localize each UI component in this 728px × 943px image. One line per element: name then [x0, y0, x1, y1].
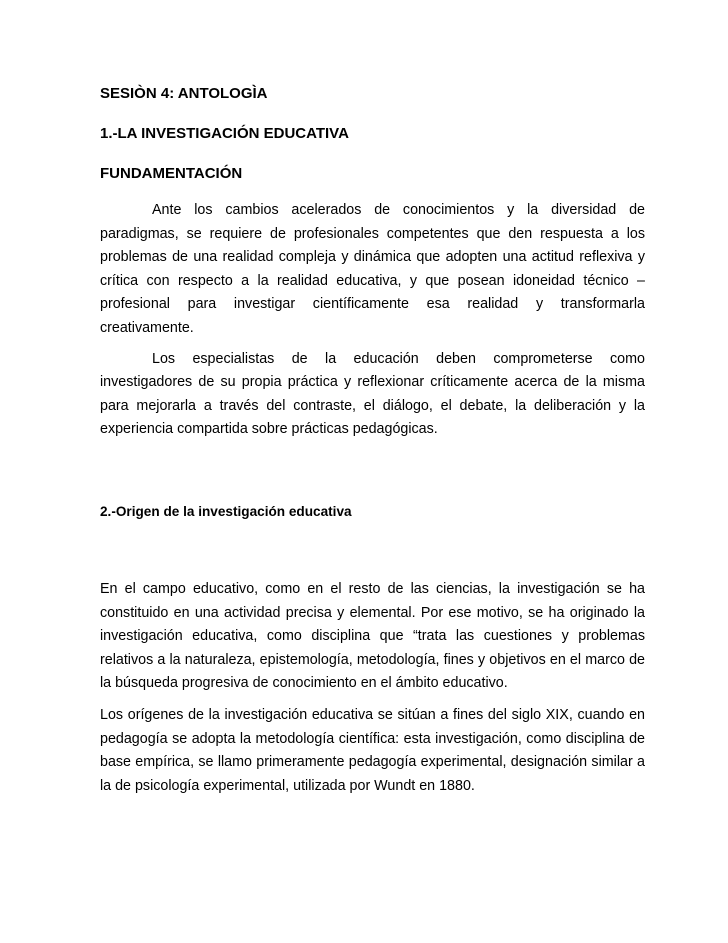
paragraph-origen-1: En el campo educativo, como en el resto de las ciencias, la investigación se ha constituido en una actividad precisa y elemental. Por ese motivo, se ha originado la investigación educativa, como disciplina que “trata las cuestiones y problemas relativos a la naturaleza, epistemología, metodología, fines y objetivos en el marco de la búsqueda progresiva de conocimiento en el ámbito educativo.	[100, 580, 645, 692]
paragraph-fundamentacion-2: Los especialistas de la educación deben comprometerse como investigadores de su propia práctica y reflexionar críticamente acerca de la misma para mejorarla a través del contraste, el diálogo, el debate, la deliberación y la experiencia compartida sobre prácticas pedagógicas.	[100, 350, 645, 438]
session-heading: SESIÒN 4: ANTOLOGÌA	[100, 85, 268, 102]
paragraph-fundamentacion-1: Ante los cambios acelerados de conocimientos y la diversidad de paradigmas, se requiere de profesionales competentes que den respuesta a los problemas de una realidad compleja y dinámica que adopten una actitud reflexiva y crítica con respecto a la realidad educativa, y que posean idoneidad técnico – profesional para investigar científicamente esa realidad y transformarla creativamente.	[100, 202, 645, 336]
fundamentacion-heading: FUNDAMENTACIÓN	[100, 165, 243, 182]
document-page	[100, 84, 645, 798]
section-2-title: 2.-Origen de la investigación educativa	[100, 503, 352, 519]
section-1-title: 1.-LA INVESTIGACIÓN EDUCATIVA	[100, 125, 349, 142]
paragraph-origen-2: Los orígenes de la investigación educativa se sitúan a fines del siglo XIX, cuando en pedagogía se adopta la metodología científica: esta investigación, como disciplina de base empírica, se llamo primeramente pedagogía experimental, designación similar a la de psicología experimental, utilizada por Wundt en 1880.	[100, 706, 645, 794]
